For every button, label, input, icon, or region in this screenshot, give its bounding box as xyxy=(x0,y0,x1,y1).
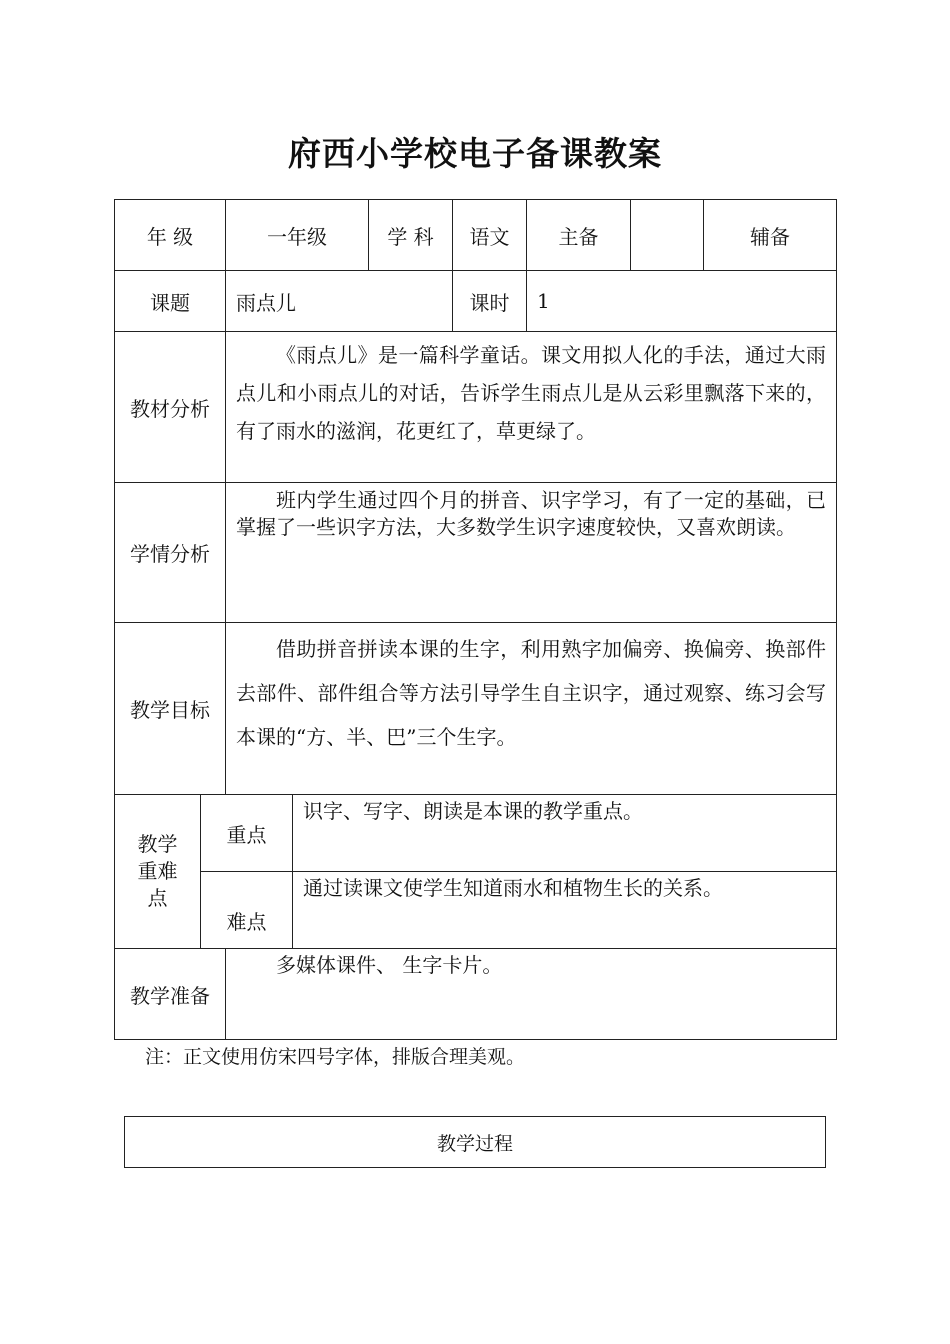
period-label: 课时 xyxy=(453,271,527,332)
textbook-analysis-text: 《雨点儿》是一篇科学童话。课文用拟人化的手法，通过大雨点儿和小雨点儿的对话，告诉学生雨点儿是从云彩里飘落下来的，有了雨水的滋润，花更红了，草更绿了。 xyxy=(226,332,837,483)
formatting-note: 注：正文使用仿宋四号字体，排版合理美观。 xyxy=(145,1046,526,1068)
preparation-label: 教学准备 xyxy=(115,949,226,1040)
textbook-analysis-label: 教材分析 xyxy=(115,332,226,483)
topic-value: 雨点儿 xyxy=(226,271,453,332)
grade-value: 一年级 xyxy=(226,200,369,271)
difficult-point-label: 难点 xyxy=(201,872,293,949)
student-analysis-text: 班内学生通过四个月的拼音、识字学习，有了一定的基础，已掌握了一些识字方法，大多数学生识字速度较快，又喜欢朗读。 xyxy=(226,483,837,623)
process-heading-label: 教学过程 xyxy=(436,1132,513,1155)
key-point-label: 重点 xyxy=(201,795,293,872)
objectives-text: 借助拼音拼读本课的生字，利用熟字加偏旁、换偏旁、换部件去部件、部件组合等方法引导学生自主识字，通过观察、练习会写本课的“方、半、巴”三个生字。 xyxy=(226,623,837,795)
grade-label: 年 级 xyxy=(115,200,226,271)
period-value: 1 xyxy=(527,271,837,332)
lesson-plan-table xyxy=(114,199,837,1040)
key-point-text: 识字、写字、朗读是本课的教学重点。 xyxy=(293,795,837,872)
difficult-point-text: 通过读课文使学生知道雨水和植物生长的关系。 xyxy=(293,872,837,949)
lead-teacher-label: 主备 xyxy=(527,200,631,271)
assist-teacher-label: 辅备 xyxy=(704,200,837,271)
lead-teacher-value xyxy=(631,200,704,271)
page-title: 府西小学校电子备课教案 xyxy=(288,134,662,173)
objectives-label: 教学目标 xyxy=(115,623,226,795)
key-difficult-label: 教学重难点 xyxy=(115,795,201,949)
subject-label: 学 科 xyxy=(369,200,453,271)
preparation-text: 多媒体课件、 生字卡片。 xyxy=(226,949,837,1040)
student-analysis-label: 学情分析 xyxy=(115,483,226,623)
process-heading xyxy=(124,1116,826,1168)
topic-label: 课题 xyxy=(115,271,226,332)
subject-value: 语文 xyxy=(453,200,527,271)
